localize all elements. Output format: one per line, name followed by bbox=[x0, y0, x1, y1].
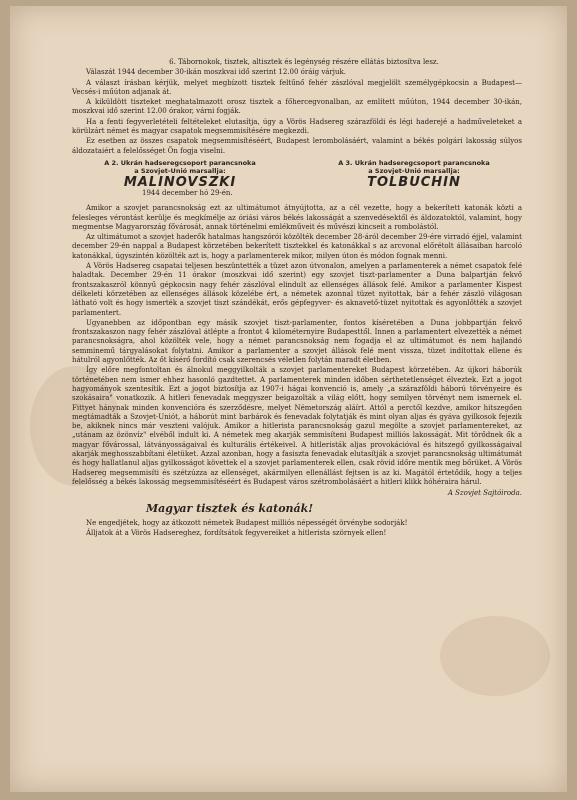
signature-left-title: A 2. Ukrán hadseregcsoport parancsnoka bbox=[104, 158, 256, 167]
body-paragraph-4: Ugyanebben az időpontban egy másik szovjet tiszt-parlamenter, fontos kíséretében a Duna jobbpartján fekvő frontszakaszon nagy fehér zászlóval átlépte a frontot 4 kilométernyire Budapesttől. Innen a parlamentert elvezették a német parancsnokságra, ahol közölték vele, hogy a német parancsnokság nem fogadja el az ultimátumot és nem hajlandó semminemű tárgyalásokat folytatni. Amikor a parlamenter a szovjet állások felé ment vissza, tüzet indítottak ellene és hátulról agyonlőtték. Az őt kísérő fordító csak szerencsés véletlen folytán maradt életben. bbox=[72, 318, 522, 365]
responsibility-paragraph: Ez esetben az összes csapatok megsemmisítéséért, Budapest lerombolásáért, valamint a békés polgári lakosság súlyos áldozataiért a felelősséget Ön fogja viselni. bbox=[72, 137, 522, 155]
officers-paragraph: A kiküldött tiszteket meghatalmazott orosz tisztek a főhercegvonalban, az említett műúton, 1944 december 30-ikán, moszkvai idő szerint 12.00 órakor, várni fogják. bbox=[72, 98, 522, 116]
signature-left-name: MALINOVSZKI bbox=[123, 174, 237, 190]
signatures bbox=[72, 158, 522, 190]
body-paragraph-2: Az ultimátumot a szovjet haderők hatalmas hangszórói közölték december 28-áról december 29-ére virradó éjjel, valamint december 29-én nappal a Budapest körzetében bekerített tisztekkel és katonákkal s az arcvonal előrétolt állásaiban harcoló katonákkal, úgyszintén közölték azt is, hogy a parlamenterek mikor, milyen úton és módon fognak menni. bbox=[72, 233, 522, 260]
signature-right bbox=[306, 158, 522, 190]
leaflet-text bbox=[72, 58, 522, 539]
signature-right-title: A 3. Ukrán hadseregcsoport parancsnoka bbox=[338, 158, 490, 167]
signature-right-name: TOLBUCHIN bbox=[367, 174, 461, 190]
deadline-paragraph: Válaszát 1944 december 30-ikán moszkvai idő szerint 12.00 óráig várjuk. bbox=[86, 68, 346, 77]
appeal-heading: Magyar tisztek és katonák! bbox=[146, 502, 314, 516]
rejection-paragraph: Ha a fenti fegyverletételi feltételeket elutasítja, úgy a Vörös Hadsereg szárazföldi és légi haderejé a hadműveleteket a körülzárt német és magyar csapatok megsemmisítésére megkezdi. bbox=[72, 117, 522, 136]
body-paragraph-3: A Vörös Hadsereg csapatai teljesen beszüntették a tüzet azon útvonalon, amelyen a parlamenterek a német csapatok felé haladtak. December 29-én 11 órakor (moszkvai idő szerint) egy szovjet tiszt-parlamenter a Duna balpartján fekvő frontszakaszról könnyű gépkocsin nagy fehér zászlóval elindult az ellenséges állások felé. Amikor a parlamenter Kispest délkeleti körzetében az ellenséges állások közelébe ért, a németek azonnal tüzet nyitottak, bár a fehér zászló világosan látható volt és hogy ismerték a szovjet tiszt szándékát, erős gépfegyver- és aknavető-tüzet nyitottak és agyonlőtték a szovjet parlamentert. bbox=[72, 262, 522, 317]
body-paragraph-5: Így előre megfontoltan és álnokul meggyilkolták a szovjet parlamentereket Budapest körzetében. Az újkori háborúk történetében nem ismer ehhez hasonló gazdtettet. A parlamenterek minden időben sérthetetlenséget élveztek. Ezt a jogot hagyományok szentesítik. Ezt a jogot biztosítja az 1907-i hágai konvenció is, amely „a szárazföldi háború törvényeire és szokásaira" vonatkozik. A hitleri fenevadak meggyszer beigazolták a világ előtt, hogy semilyen törvényt nem ismernek el. Fittyet hánynak minden konvencióra és szerződésre, melyet Németország aláírt. Attól a perctől kezdve, amikor hitszegően megtámadták a Szovjet-Uniót, a háborút mint barbárok és fenevadak folytatják és mint olyan aljas és gyáva gyilkosok fejezik be, akiknek nincs már veszteni valójuk. Amikor a hitlerista parancsnokság gazul megölte a szovjet parlamentereket, az „utánam az özönvíz" elvéből indult ki. A németek meg akarják semmisíteni Budapest milliós lakosságát. Mit törődnek ők a magyar fővárossal, látványosságaival és kulturális értékeivel. A hitleristák aljas provokációval és hitszegő gyilkosságaival akarják meghosszabbítani életüket. Azzal azonban, hogy a fasiszta fenevadak elutasítják a szovjet parancsnokság ultimátumát és hogy hallatlanul aljas gyilkosságot követtek el a szovjet parlamenterek ellen, csak rövid időre mentik meg bőrüket. A Vörös Hadsereg megsemmisíti és szétzúzza az ellenséget, akármilyen ellenállást fejtsen is az ki. Magától értetődik, hogy a teljes felelősség a békés lakosság megsemmisítéséért és Budapest város szétrombolásáért a hitleri klikk hóhéraira hárul. bbox=[72, 366, 522, 486]
reply-paragraph: A választ írásban kérjük, melyet megbízott tisztek feltűnő fehér zászlóval megjelölt személygépkocsin a Budapest—Vecsés-i műúton adjanak át. bbox=[72, 78, 522, 96]
body-paragraph-1: Amikor a szovjet parancsnokság ezt az ultimátumot átnyújtotta, az a cél vezette, hogy a bekerített katonák közti a felesleges vérontást kerülje és megkímélje az óriási város békés lakosságát a szenvedésektől és áldozatoktól, valamint, hogy megmentse Magyarország fővárosát, annak történelmi emlékműveit és művészi kincseit a rombolástól. bbox=[72, 204, 522, 231]
point-6: 6. Tábornokok, tisztek, altisztek és legénység részére ellátás biztosítva lesz. bbox=[169, 58, 439, 66]
signature-right-rank: a Szovjet-Unió marsallja: bbox=[368, 166, 460, 175]
signature-left-rank: a Szovjet-Unió marsallja: bbox=[134, 166, 226, 175]
signature-left bbox=[72, 158, 288, 190]
agency-signature: A Szovjet Sajtóiroda. bbox=[447, 489, 522, 498]
appeal-paragraph-1: Ne engedjétek, hogy az átkozott németek Budapest milliós népességét örvénybe sodorják! bbox=[86, 518, 408, 527]
appeal-paragraph-2: Álljatok át a Vörös Hadsereghez, fordítsátok fegyvereiket a hitlerista szörnyek ellen! bbox=[86, 529, 387, 538]
ultimatum-date: 1944 december hó 29-én. bbox=[142, 188, 233, 197]
leaflet-page bbox=[10, 6, 567, 792]
paper-stain bbox=[440, 616, 550, 696]
